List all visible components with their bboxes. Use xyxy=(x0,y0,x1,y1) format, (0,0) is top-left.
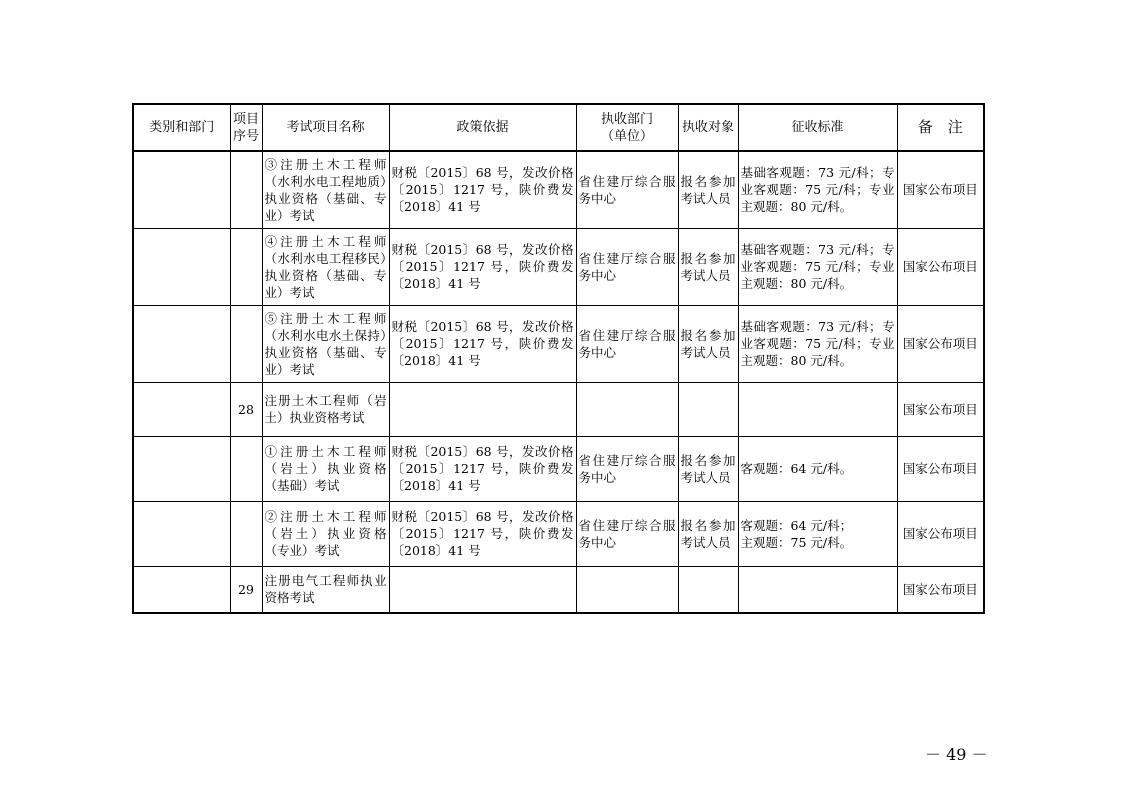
remark-cell: 国家公布项目 xyxy=(897,566,984,613)
category-cell xyxy=(133,305,230,382)
exam-name-cell: ④注册土木工程师（水利水电工程移民）执业资格（基础、专业）考试 xyxy=(262,228,389,305)
seq-cell xyxy=(230,436,262,501)
exam-name-cell: ②注册土木工程师（岩土）执业资格（专业）考试 xyxy=(262,501,389,566)
policy-basis-cell xyxy=(389,566,576,613)
remark-cell: 国家公布项目 xyxy=(897,382,984,436)
category-cell xyxy=(133,228,230,305)
category-cell xyxy=(133,151,230,228)
collecting-dept-cell xyxy=(576,382,678,436)
fee-standard-cell: 客观题：64 元/科； 主观题：75 元/科。 xyxy=(738,501,897,566)
fee-standard-cell: 基础客观题：73 元/科；专业客观题：75 元/科；专业主观题：80 元/科。 xyxy=(738,305,897,382)
collect-target-cell: 报名参加考试人员 xyxy=(678,501,738,566)
collect-target-cell: 报名参加考试人员 xyxy=(678,228,738,305)
seq-cell xyxy=(230,305,262,382)
exam-name-cell: 注册土木工程师（岩土）执业资格考试 xyxy=(262,382,389,436)
table-row xyxy=(133,501,984,566)
fee-standard-cell xyxy=(738,566,897,613)
table-row xyxy=(133,151,984,228)
fee-table xyxy=(132,103,985,614)
policy-basis-cell: 财税〔2015〕68 号，发改价格〔2015〕1217 号，陕价费发〔2018〕41 号 xyxy=(389,151,576,228)
seq-cell xyxy=(230,501,262,566)
table-row xyxy=(133,382,984,436)
exam-name-cell: ①注册土木工程师（岩土）执业资格（基础）考试 xyxy=(262,436,389,501)
header-seq: 项目 序号 xyxy=(230,104,262,151)
collect-target-cell: 报名参加考试人员 xyxy=(678,305,738,382)
table-body xyxy=(133,151,984,613)
fee-standard-cell: 基础客观题：73 元/科；专业客观题：75 元/科；专业主观题：80 元/科。 xyxy=(738,151,897,228)
collecting-dept-cell: 省住建厅综合服务中心 xyxy=(576,151,678,228)
fee-standard-cell xyxy=(738,382,897,436)
header-remark: 备 注 xyxy=(897,104,984,151)
collect-target-cell: 报名参加考试人员 xyxy=(678,151,738,228)
remark-cell: 国家公布项目 xyxy=(897,305,984,382)
collect-target-cell: 报名参加考试人员 xyxy=(678,436,738,501)
collecting-dept-cell xyxy=(576,566,678,613)
remark-cell: 国家公布项目 xyxy=(897,228,984,305)
exam-name-cell: ⑤注册土木工程师（水利水电水土保持）执业资格（基础、专业）考试 xyxy=(262,305,389,382)
exam-name-cell: ③注册土木工程师（水利水电工程地质）执业资格（基础、专业）考试 xyxy=(262,151,389,228)
collecting-dept-cell: 省住建厅综合服务中心 xyxy=(576,501,678,566)
category-cell xyxy=(133,566,230,613)
header-name: 考试项目名称 xyxy=(262,104,389,151)
remark-cell: 国家公布项目 xyxy=(897,436,984,501)
collect-target-cell xyxy=(678,382,738,436)
seq-cell: 28 xyxy=(230,382,262,436)
table-row xyxy=(133,436,984,501)
table-row xyxy=(133,566,984,613)
policy-basis-cell: 财税〔2015〕68 号，发改价格〔2015〕1217 号，陕价费发〔2018〕41 号 xyxy=(389,436,576,501)
remark-cell: 国家公布项目 xyxy=(897,151,984,228)
policy-basis-cell: 财税〔2015〕68 号，发改价格〔2015〕1217 号，陕价费发〔2018〕41 号 xyxy=(389,305,576,382)
seq-cell xyxy=(230,228,262,305)
table-row xyxy=(133,228,984,305)
collecting-dept-cell: 省住建厅综合服务中心 xyxy=(576,436,678,501)
category-cell xyxy=(133,382,230,436)
policy-basis-cell xyxy=(389,382,576,436)
collect-target-cell xyxy=(678,566,738,613)
header-category: 类别和部门 xyxy=(133,104,230,151)
policy-basis-cell: 财税〔2015〕68 号，发改价格〔2015〕1217 号，陕价费发〔2018〕41 号 xyxy=(389,228,576,305)
header-policy: 政策依据 xyxy=(389,104,576,151)
seq-cell xyxy=(230,151,262,228)
exam-name-cell: 注册电气工程师执业资格考试 xyxy=(262,566,389,613)
header-dept: 执收部门 （单位） xyxy=(576,104,678,151)
policy-basis-cell: 财税〔2015〕68 号，发改价格〔2015〕1217 号，陕价费发〔2018〕41 号 xyxy=(389,501,576,566)
fee-standard-cell: 客观题：64 元/科。 xyxy=(738,436,897,501)
header-target: 执收对象 xyxy=(678,104,738,151)
collecting-dept-cell: 省住建厅综合服务中心 xyxy=(576,305,678,382)
page-number: － 49 － xyxy=(925,745,988,764)
seq-cell: 29 xyxy=(230,566,262,613)
remark-cell: 国家公布项目 xyxy=(897,501,984,566)
collecting-dept-cell: 省住建厅综合服务中心 xyxy=(576,228,678,305)
header-row xyxy=(133,104,984,151)
category-cell xyxy=(133,436,230,501)
fee-standard-cell: 基础客观题：73 元/科；专业客观题：75 元/科；专业主观题：80 元/科。 xyxy=(738,228,897,305)
table-row xyxy=(133,305,984,382)
header-standard: 征收标准 xyxy=(738,104,897,151)
category-cell xyxy=(133,501,230,566)
